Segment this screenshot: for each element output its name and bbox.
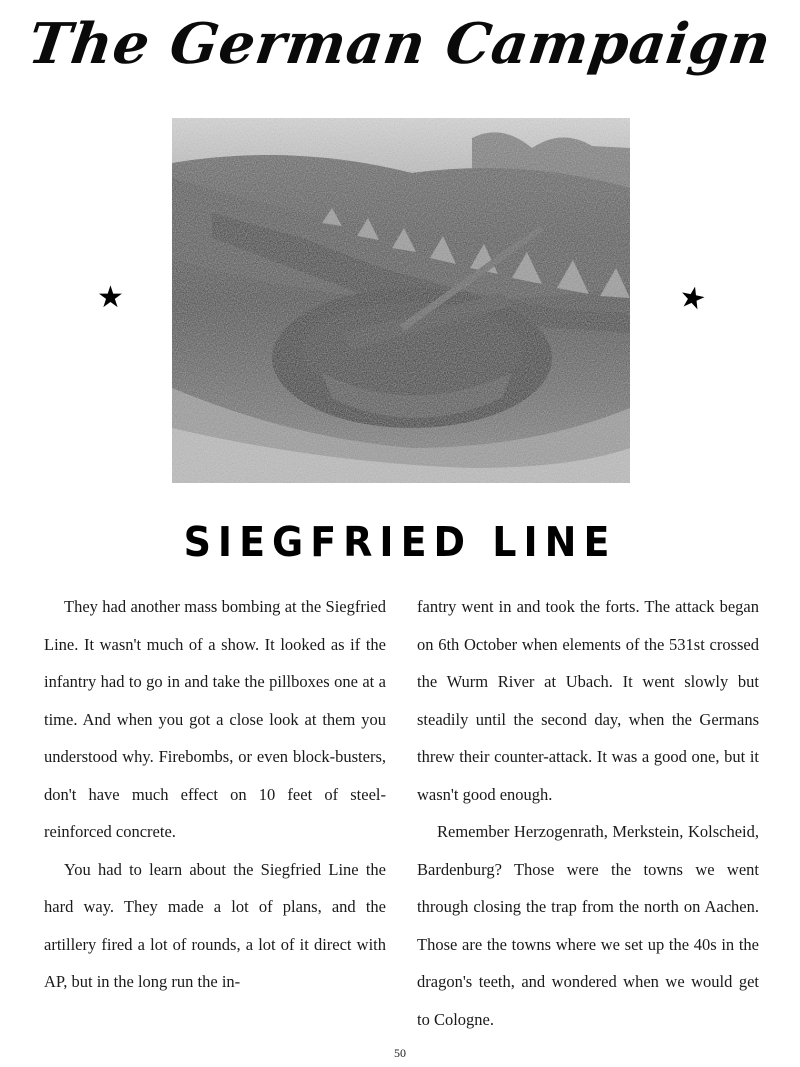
photo-image [172, 118, 630, 483]
article-column-left [44, 588, 386, 1001]
star-left-icon: ★ [97, 280, 124, 315]
page-title: The German Campaign [24, 11, 776, 77]
page-number: 50 [394, 1046, 406, 1060]
paragraph: They had another mass bombing at the Siegfried Line. It wasn't much of a show. It looked as if the infantry had to go in and take the pillboxes one at a time. And when you got a close look at them you understood why. Firebombs, or even block-busters, don't have much effect on 10 feet of steel-reinforced concrete. [44, 597, 386, 841]
article-column-right [417, 588, 759, 1038]
paragraph: You had to learn about the Siegfried Line the hard way. They made a lot of plans, and the artillery fired a lot of rounds, a lot of it direct with AP, but in the long run the in- [44, 859, 386, 991]
paragraph: Remember Herzogenrath, Merkstein, Kolscheid, Bardenburg? Those were the towns we went through closing the trap from the north on Aachen. Those are the towns where we set up the 40s in the dragon's teeth, and wondered when we would get to Cologne. [417, 822, 759, 1029]
star-right-icon: ★ [675, 278, 710, 319]
photo-image-drawing [172, 118, 630, 483]
section-heading: SIEGFRIED LINE [183, 518, 617, 566]
paragraph: fantry went in and took the forts. The attack began on 6th October when elements of the 531st crossed the Wurm River at Ubach. It went slowly but steadily until the second day, when the Germans threw their counter-attack. It was a good one, but it wasn't good enough. [417, 597, 759, 804]
